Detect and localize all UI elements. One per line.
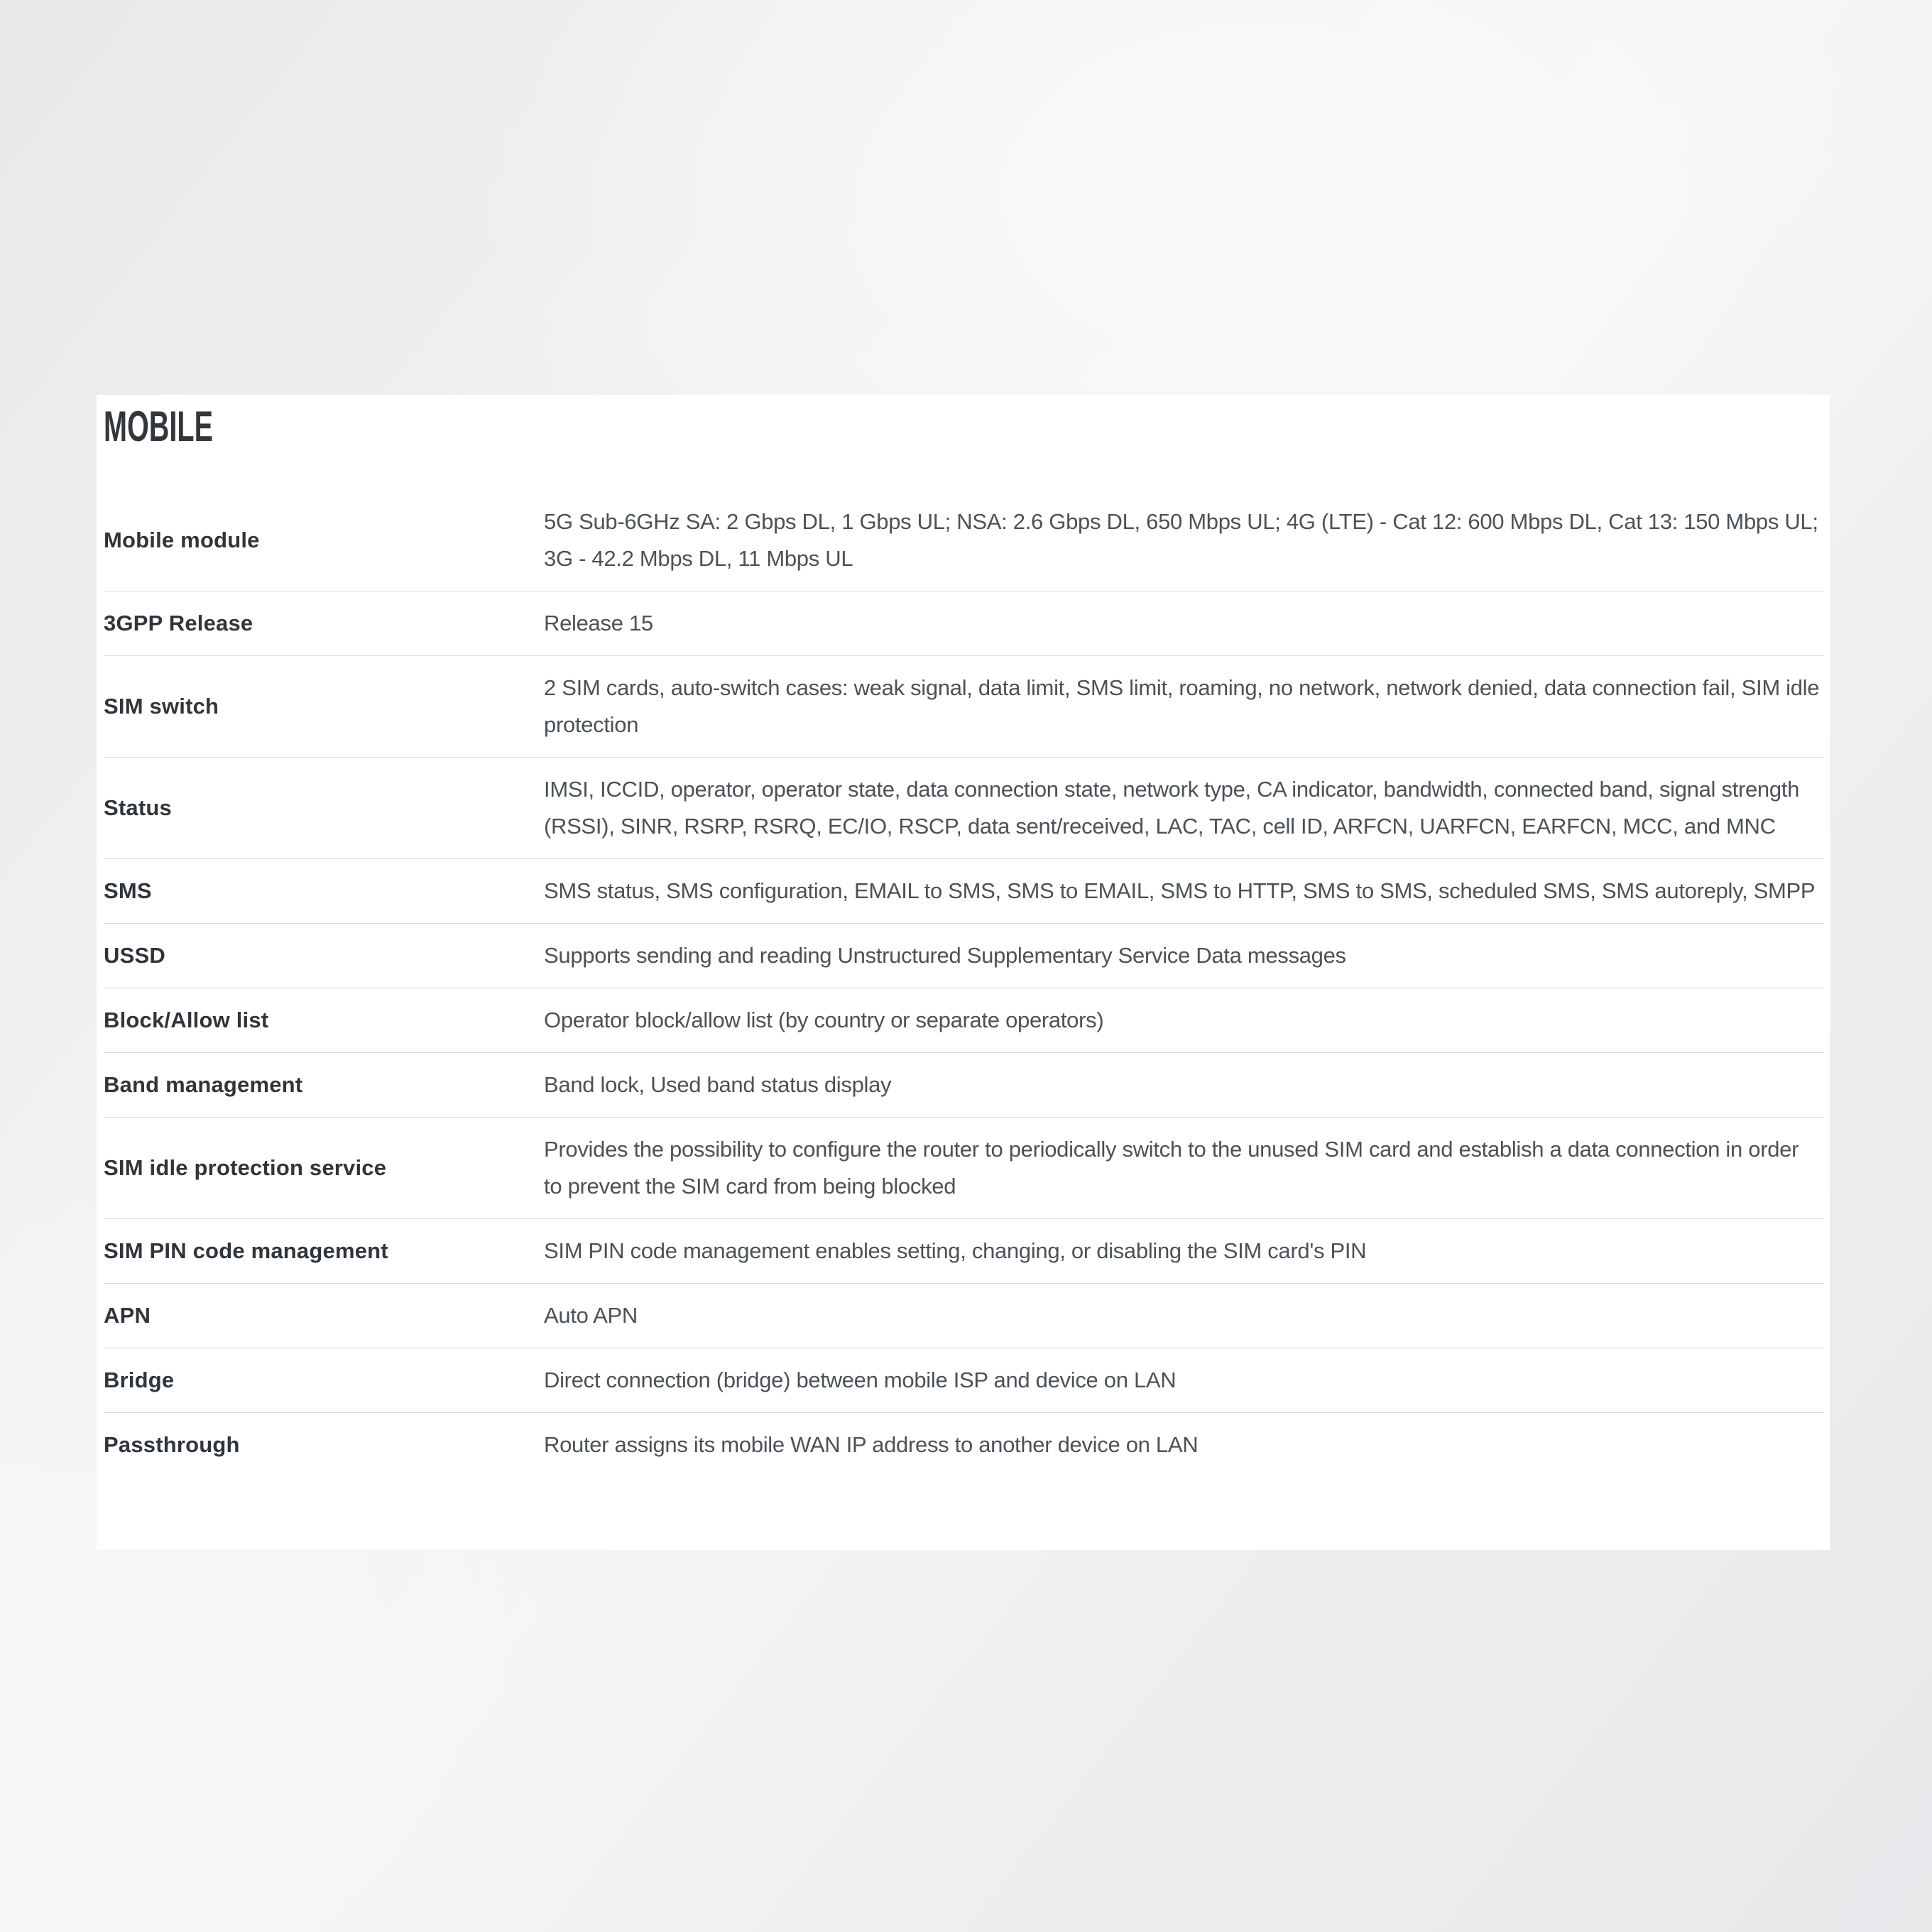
spec-row-3gpp-release — [104, 591, 1824, 656]
spec-label: SIM idle protection service — [104, 1155, 387, 1180]
spec-row-block-allow-list — [104, 988, 1824, 1053]
spec-row-sim-idle-protection — [104, 1118, 1824, 1219]
spec-row-mobile-module — [104, 490, 1824, 591]
spec-value: Band lock, Used band status display — [544, 1072, 892, 1097]
spec-label: SIM PIN code management — [104, 1238, 388, 1263]
spec-label: Band management — [104, 1072, 303, 1097]
spec-value: Operator block/allow list (by country or separate operators) — [544, 1008, 1104, 1032]
spec-row-status — [104, 758, 1824, 859]
spec-value: Supports sending and reading Unstructured Supplementary Service Data messages — [544, 943, 1346, 968]
spec-row-ussd — [104, 924, 1824, 988]
spec-label: Mobile module — [104, 528, 260, 552]
spec-card — [97, 395, 1830, 1550]
spec-value: Router assigns its mobile WAN IP address to another device on LAN — [544, 1432, 1199, 1457]
spec-label: 3GPP Release — [104, 611, 253, 635]
spec-row-sim-switch — [104, 656, 1824, 758]
spec-row-sms — [104, 859, 1824, 924]
spec-value: 5G Sub-6GHz SA: 2 Gbps DL, 1 Gbps UL; NSA: 2.6 Gbps DL, 650 Mbps UL; 4G (LTE) - Cat 12: 600 Mbps DL, Cat 13: 150 Mbps UL; 3G - 42.2 Mbps DL, 11 Mbps UL — [544, 509, 1818, 571]
spec-value: Provides the possibility to configure the router to periodically switch to the unused SIM card and establish a data connection in order to prevent the SIM card from being blocked — [544, 1137, 1799, 1199]
spec-label: SIM switch — [104, 694, 219, 719]
spec-row-passthrough — [104, 1413, 1824, 1477]
spec-value: Direct connection (bridge) between mobile ISP and device on LAN — [544, 1368, 1177, 1392]
spec-row-bridge — [104, 1348, 1824, 1413]
spec-row-sim-pin-management — [104, 1219, 1824, 1284]
spec-row-band-management — [104, 1053, 1824, 1118]
spec-label: Status — [104, 795, 172, 820]
spec-value: SMS status, SMS configuration, EMAIL to SMS, SMS to EMAIL, SMS to HTTP, SMS to SMS, scheduled SMS, SMS autoreply, SMPP — [544, 878, 1816, 903]
spec-value: 2 SIM cards, auto-switch cases: weak signal, data limit, SMS limit, roaming, no network, network denied, data connection fail, SIM idle protection — [544, 675, 1820, 737]
spec-row-apn — [104, 1284, 1824, 1348]
spec-label: USSD — [104, 943, 165, 968]
spec-label: SMS — [104, 878, 152, 903]
section-title: MOBILE — [104, 403, 213, 450]
spec-label: Passthrough — [104, 1432, 240, 1457]
spec-value: SIM PIN code management enables setting, changing, or disabling the SIM card's PIN — [544, 1238, 1367, 1263]
spec-table — [104, 490, 1824, 1477]
spec-value: Auto APN — [544, 1303, 638, 1328]
spec-label: Block/Allow list — [104, 1008, 269, 1032]
spec-label: APN — [104, 1303, 151, 1328]
spec-value: Release 15 — [544, 611, 653, 635]
spec-value: IMSI, ICCID, operator, operator state, data connection state, network type, CA indicator, bandwidth, connected band, signal strength (RSSI), SINR, RSRP, RSRQ, EC/IO, RSCP, data sent/received, LAC, TAC, cell ID, ARFCN, UARFCN, EARFCN, MCC, and MNC — [544, 777, 1800, 839]
spec-label: Bridge — [104, 1368, 175, 1392]
